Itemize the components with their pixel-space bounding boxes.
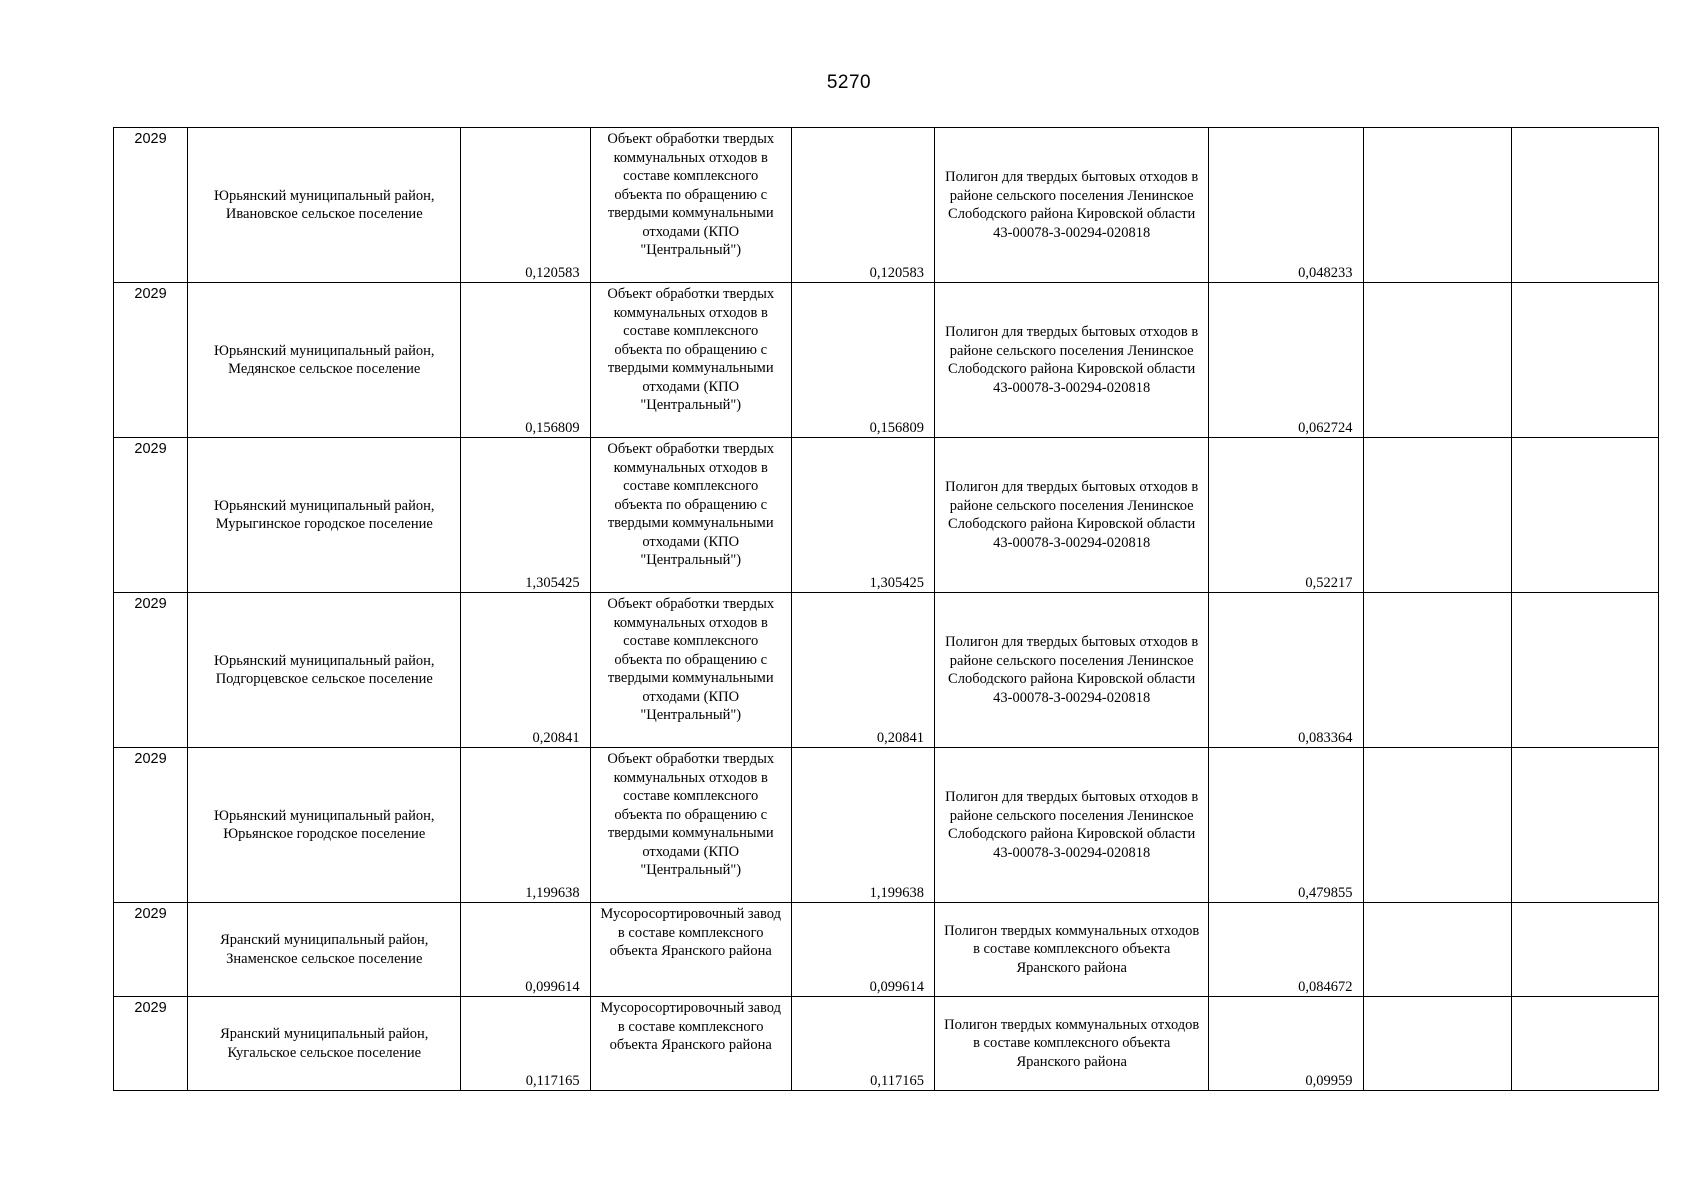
volume-disposed-cell: 0,09959: [1209, 997, 1363, 1091]
volume-disposed-cell: 0,083364: [1209, 593, 1363, 748]
year-cell: 2029: [114, 997, 188, 1091]
empty-cell: [1511, 128, 1658, 283]
empty-cell: [1363, 748, 1511, 903]
disposal-facility-cell: Полигон твердых коммунальных отходов в составе комплексного объекта Яранского района: [935, 997, 1209, 1091]
empty-cell: [1511, 283, 1658, 438]
disposal-facility-cell: Полигон для твердых бытовых отходов в районе сельского поселения Ленинское Слободского района Кировской области 43-00078-З-00294-020818: [935, 748, 1209, 903]
processing-facility-cell: Объект обработки твердых коммунальных отходов в составе комплексного объекта по обращению с твердыми коммунальными отходами (КПО "Центральный"): [590, 283, 791, 438]
empty-cell: [1363, 593, 1511, 748]
table-row: [114, 903, 1659, 997]
volume-processed-cell: 0,156809: [791, 283, 934, 438]
volume-processed-cell: 1,199638: [791, 748, 934, 903]
waste-flow-table: [113, 127, 1659, 1091]
volume-processed-cell: 0,117165: [791, 997, 934, 1091]
empty-cell: [1363, 997, 1511, 1091]
volume-processed-cell: 0,099614: [791, 903, 934, 997]
empty-cell: [1511, 438, 1658, 593]
empty-cell: [1363, 283, 1511, 438]
volume-disposed-cell: 0,048233: [1209, 128, 1363, 283]
volume-disposed-cell: 0,52217: [1209, 438, 1363, 593]
year-cell: 2029: [114, 438, 188, 593]
year-cell: 2029: [114, 748, 188, 903]
territory-cell: Яранский муниципальный район, Знаменское сельское поселение: [188, 903, 461, 997]
disposal-facility-cell: Полигон для твердых бытовых отходов в районе сельского поселения Ленинское Слободского района Кировской области 43-00078-З-00294-020818: [935, 438, 1209, 593]
volume-generated-cell: 0,156809: [461, 283, 590, 438]
disposal-facility-cell: Полигон твердых коммунальных отходов в составе комплексного объекта Яранского района: [935, 903, 1209, 997]
empty-cell: [1511, 903, 1658, 997]
volume-generated-cell: 1,199638: [461, 748, 590, 903]
table-row: [114, 593, 1659, 748]
empty-cell: [1511, 593, 1658, 748]
territory-cell: Юрьянский муниципальный район, Юрьянское городское поселение: [188, 748, 461, 903]
table-row: [114, 748, 1659, 903]
year-cell: 2029: [114, 128, 188, 283]
empty-cell: [1363, 903, 1511, 997]
volume-processed-cell: 1,305425: [791, 438, 934, 593]
territory-cell: Юрьянский муниципальный район, Медянское сельское поселение: [188, 283, 461, 438]
page-number: 5270: [826, 72, 872, 93]
empty-cell: [1511, 997, 1658, 1091]
territory-cell: Юрьянский муниципальный район, Мурыгинское городское поселение: [188, 438, 461, 593]
processing-facility-cell: Объект обработки твердых коммунальных отходов в составе комплексного объекта по обращению с твердыми коммунальными отходами (КПО "Центральный"): [590, 438, 791, 593]
empty-cell: [1363, 128, 1511, 283]
processing-facility-cell: Объект обработки твердых коммунальных отходов в составе комплексного объекта по обращению с твердыми коммунальными отходами (КПО "Центральный"): [590, 593, 791, 748]
year-cell: 2029: [114, 903, 188, 997]
volume-generated-cell: 0,099614: [461, 903, 590, 997]
volume-generated-cell: 0,120583: [461, 128, 590, 283]
table-row: [114, 128, 1659, 283]
disposal-facility-cell: Полигон для твердых бытовых отходов в районе сельского поселения Ленинское Слободского района Кировской области 43-00078-З-00294-020818: [935, 283, 1209, 438]
processing-facility-cell: Объект обработки твердых коммунальных отходов в составе комплексного объекта по обращению с твердыми коммунальными отходами (КПО "Центральный"): [590, 748, 791, 903]
processing-facility-cell: Мусоросортировочный завод в составе комплексного объекта Яранского района: [590, 903, 791, 997]
table-row: [114, 283, 1659, 438]
territory-cell: Юрьянский муниципальный район, Подгорцевское сельское поселение: [188, 593, 461, 748]
table-body: [114, 128, 1659, 1091]
territory-cell: Юрьянский муниципальный район, Ивановское сельское поселение: [188, 128, 461, 283]
table-row: [114, 997, 1659, 1091]
processing-facility-cell: Объект обработки твердых коммунальных отходов в составе комплексного объекта по обращению с твердыми коммунальными отходами (КПО "Центральный"): [590, 128, 791, 283]
volume-disposed-cell: 0,084672: [1209, 903, 1363, 997]
empty-cell: [1511, 748, 1658, 903]
volume-generated-cell: 0,20841: [461, 593, 590, 748]
year-cell: 2029: [114, 283, 188, 438]
processing-facility-cell: Мусоросортировочный завод в составе комплексного объекта Яранского района: [590, 997, 791, 1091]
empty-cell: [1363, 438, 1511, 593]
year-cell: 2029: [114, 593, 188, 748]
volume-disposed-cell: 0,062724: [1209, 283, 1363, 438]
volume-generated-cell: 0,117165: [461, 997, 590, 1091]
table-row: [114, 438, 1659, 593]
territory-cell: Яранский муниципальный район, Кугальское сельское поселение: [188, 997, 461, 1091]
volume-disposed-cell: 0,479855: [1209, 748, 1363, 903]
volume-generated-cell: 1,305425: [461, 438, 590, 593]
volume-processed-cell: 0,120583: [791, 128, 934, 283]
disposal-facility-cell: Полигон для твердых бытовых отходов в районе сельского поселения Ленинское Слободского района Кировской области 43-00078-З-00294-020818: [935, 128, 1209, 283]
volume-processed-cell: 0,20841: [791, 593, 934, 748]
disposal-facility-cell: Полигон для твердых бытовых отходов в районе сельского поселения Ленинское Слободского района Кировской области 43-00078-З-00294-020818: [935, 593, 1209, 748]
